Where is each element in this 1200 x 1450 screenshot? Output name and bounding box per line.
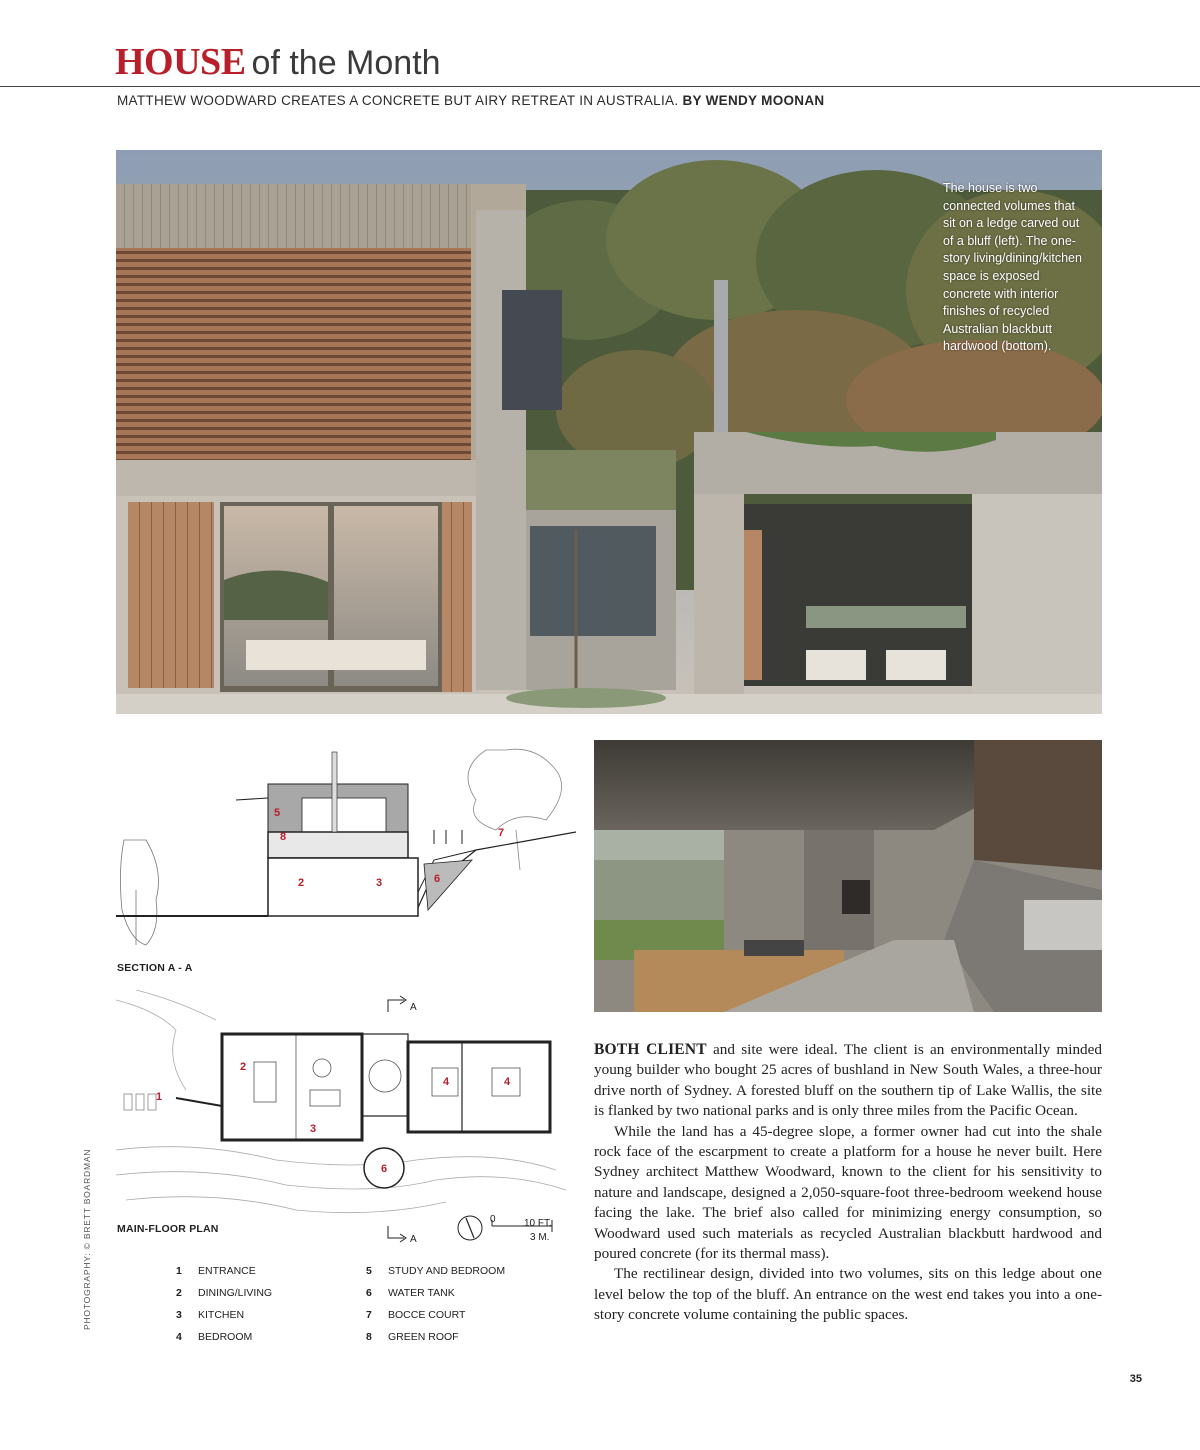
article-paragraph-2: While the land has a 45-degree slope, a former owner had cut into the shale rock face of the escarpment to create a platform for a house he never built. Here Sydney architect Matthew Woodward, known to the client for his sensitivity to nature and landscape, designed a 2,050-square-foot three-bedroom weekend house facing the lake. The brief also called for minimizing energy consumption, so Woodward used such materials as recycled Australian blackbutt hardwood and poured concrete (for its thermal mass).	[594, 1122, 1102, 1263]
plan-section-marker-bottom: A	[410, 1234, 417, 1245]
interior-photo-illustration	[594, 740, 1102, 1012]
section-label-7: 7	[498, 827, 505, 839]
interior-photo	[594, 740, 1102, 1012]
section-label-2: 2	[298, 877, 305, 889]
photo-credit: PHOTOGRAPHY: © BRETT BOARDMAN	[82, 1148, 92, 1330]
byline: BY WENDY MOONAN	[682, 93, 825, 108]
dek-text: MATTHEW WOODWARD CREATES A CONCRETE BUT AIRY RETREAT IN AUSTRALIA.	[117, 93, 679, 108]
plan-scale-m: 3 M.	[530, 1232, 550, 1243]
plan-label-3: 3	[310, 1123, 317, 1135]
header-rule	[0, 86, 1200, 87]
legend-col-1	[176, 1260, 366, 1348]
article-paragraph-1: BOTH CLIENT and site were ideal. The client is an environmentally minded young builder who bought 25 acres of bushland in New South Wales, a three-hour drive north of Sydney. A forested bluff on the southern tip of Lake Wallis, the site is flanked by two national parks and is only three miles from the Pacific Ocean.	[594, 1041, 1102, 1120]
dek	[117, 93, 824, 108]
hero-caption: The house is two connected volumes that sit on a ledge carved out of a bluff (left). The one-story living/dining/kitchen space is exposed concrete with interior finishes of recycled Australian blackbutt hardwood (bottom).	[943, 181, 1082, 354]
floor-plan	[116, 990, 576, 1250]
section-label-8: 8	[280, 831, 287, 843]
section-drawing-svg	[116, 740, 576, 950]
plan-label-4a: 4	[443, 1076, 450, 1088]
legend-item: 2 DINING/LIVING	[176, 1287, 273, 1299]
plan-label-4b: 4	[504, 1076, 511, 1088]
section-tree-left	[120, 840, 158, 945]
legend-item: 3 KITCHEN	[176, 1309, 245, 1321]
hero-photo	[116, 150, 1102, 714]
plan-label-2: 2	[240, 1061, 247, 1073]
section-label-6: 6	[434, 873, 441, 885]
plan-title: MAIN-FLOOR PLAN	[117, 1223, 219, 1235]
masthead-brand: HOUSE	[115, 41, 246, 83]
plan-contours	[116, 990, 566, 1213]
legend-item: 7 BOCCE COURT	[366, 1309, 466, 1321]
floor-plan-svg	[116, 990, 576, 1250]
section-label-3: 3	[376, 877, 383, 889]
plan-scale-zero: 0	[490, 1214, 496, 1225]
section-title: SECTION A - A	[117, 962, 193, 974]
article-lead-in: BOTH CLIENT	[594, 1041, 707, 1058]
page-number: 35	[1129, 1373, 1142, 1385]
legend-col-2	[366, 1260, 566, 1348]
legend-item: 4 BEDROOM	[176, 1331, 253, 1343]
section-label-5: 5	[274, 807, 281, 819]
masthead	[115, 40, 441, 86]
plan-scale-ft: 10 FT.	[524, 1218, 552, 1229]
article-paragraph-3: The rectilinear design, divided into two volumes, sits on this ledge about one level below the top of the bluff. An entrance on the west end takes you into a one-story concrete volume containing the public spaces.	[594, 1265, 1102, 1324]
section-drawing	[116, 740, 576, 950]
legend-item: 1 ENTRANCE	[176, 1265, 256, 1277]
masthead-title: of the Month	[251, 44, 441, 82]
legend-item: 5 STUDY AND BEDROOM	[366, 1265, 506, 1277]
plan-label-1: 1	[156, 1091, 163, 1103]
article-body	[594, 1040, 1102, 1326]
legend-item: 8 GREEN ROOF	[366, 1331, 459, 1343]
plan-label-6: 6	[381, 1163, 388, 1175]
plan-section-marker-top: A	[410, 1002, 417, 1013]
section-tree-right	[468, 749, 562, 870]
legend-item: 6 WATER TANK	[366, 1287, 455, 1299]
